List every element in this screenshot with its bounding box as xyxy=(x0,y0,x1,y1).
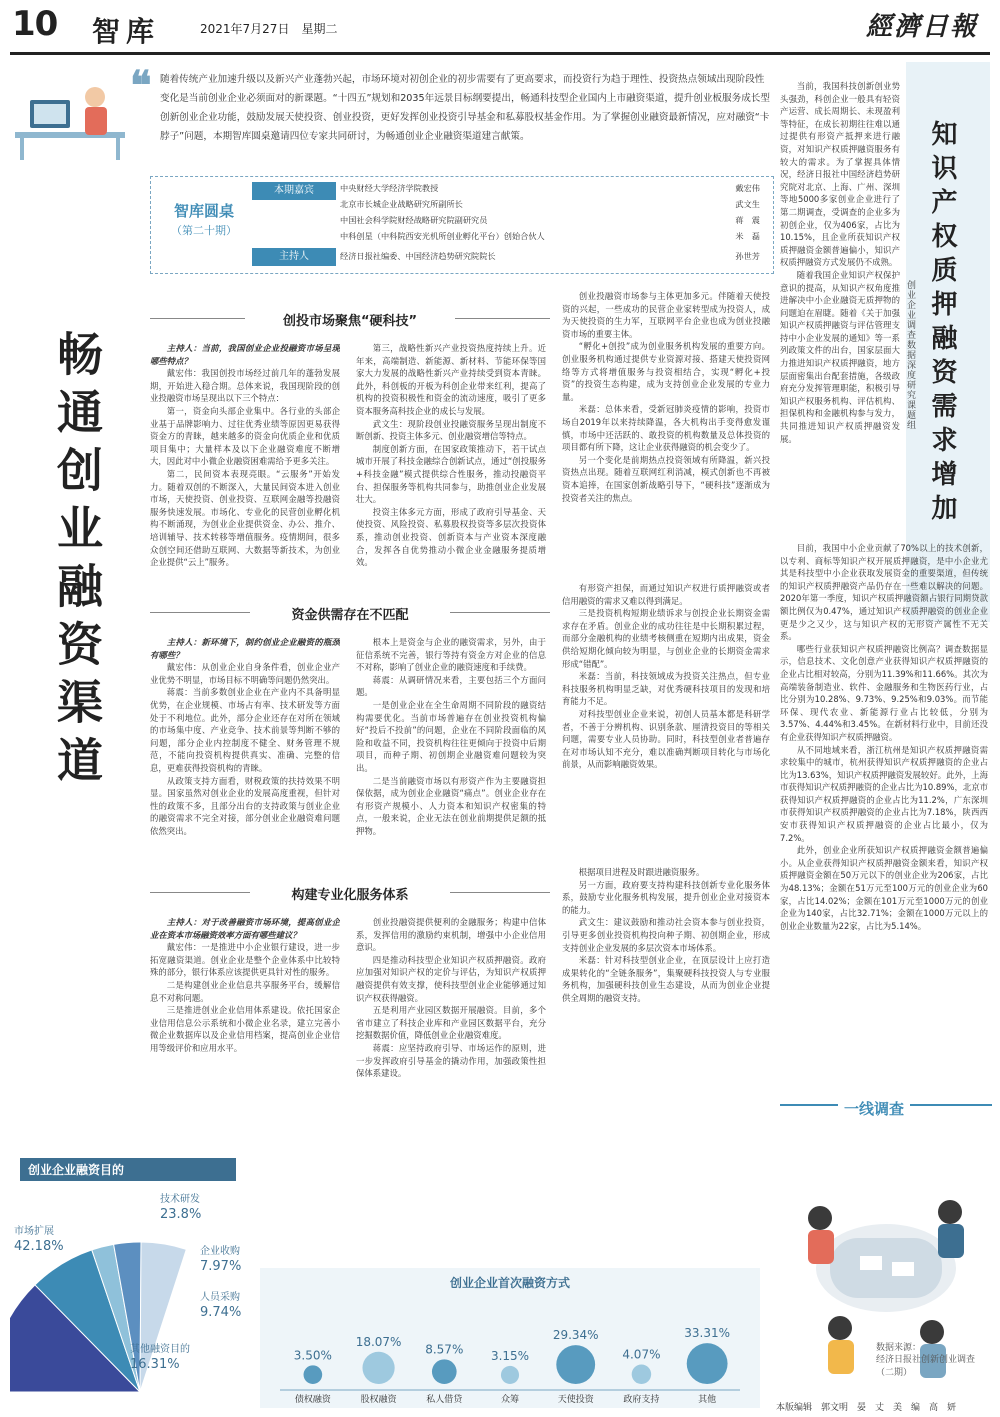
paragraph: 五是利用产业园区数据开展融资。目前，多个省市建立了科技企业库和产业园区数据平台，充分挖掘数据价值，降低创业企业融资难度。 xyxy=(356,1005,546,1041)
guest-name: 武文生 xyxy=(735,199,760,209)
pie-label: 市场扩展 xyxy=(14,1226,54,1237)
section-rule xyxy=(150,892,250,893)
pie-chart xyxy=(10,1182,260,1407)
paragraph: 戴宏伟：从创业企业自身条件看，创业企业产业优势不明显，市场目标不明确等问题仍然突出。 xyxy=(150,662,340,685)
paragraph: 蒋震：当前多数创业企业在产业内不具备明显优势，在企业规模、市场占有率、技术研发等方面处于不利地位。此外，部分企业还存在对所在领域的市场集中度、产业竞争、技术前景等判断不够的问题，部分企业内控制度不健全、财务管理不规范，不能向投资机构提供真实、准确、完整的信息，更难获得投资机构的青睐。 xyxy=(150,687,340,773)
bar-mark xyxy=(304,1365,323,1384)
paragraph: 对科技型创业企业来说，初创人员基本都是科研学者，不善于分辨机构、识别条款、厘清投资目的等相关问题，需要专业人员协助。同时，科技型创业者普遍存在对市场认知不充分，难以准确判断项目转化与市场化前景，从而影响融资效果。 xyxy=(562,708,770,770)
host-org: 经济日报社编委、中国经济趋势研究院院长 xyxy=(340,251,496,261)
guest-org: 中国社会科学院财经战略研究院副研究员 xyxy=(340,215,488,225)
bar-value-label: 3.50% xyxy=(293,1348,332,1363)
source-label: 数据来源： xyxy=(876,1343,922,1353)
paragraph: 创业投融资提供便利的金融服务；构建中信体系，发挥信用的激励约束机制，增强中小企业信用意识。 xyxy=(356,917,546,953)
paragraph: 另一个变化是前期热点投资领域有所降温，新兴投资热点出现。随着互联网红利消减，模式创新也不再被资本追捧，在国家创新战略引导下，“硬科技”逐渐成为投资者关注的焦点。 xyxy=(562,454,770,503)
section-title: 资金供需存在不匹配 xyxy=(291,608,409,623)
paragraph: 第三，战略性新兴产业投资热度持续上升。近年来，高端制造、新能源、新材料、节能环保等国家大力发展的战略性新兴产业持续受到资本青睐。此外，科创板的开板为科创企业带来红利，提高了机构的投资积极性和资金的流动速度，吸引了更多资本服务高科技企业的成长与发展。 xyxy=(356,343,546,416)
paragraph: 投资主体多元方面，形成了政府引导基金、天使投资、风险投资、私募股权投资等多层次投资体系，推动创业投资、创新资本与产业资本深度融合，发挥各自优势推动小微企业金融服务提质增效。 xyxy=(356,506,546,568)
pie-chart-title: 创业企业融资目的 xyxy=(20,1158,236,1181)
guest-name: 戴宏伟 xyxy=(735,183,760,193)
paragraph: 蒋震：应坚持政府引导、市场运作的原则，进一步发挥政府引导基金的撬动作用，加强政策性担保体系建设。 xyxy=(356,1042,546,1079)
quote-icon: ❝ xyxy=(130,62,152,109)
paragraph: 四是推动科技型企业知识产权质押融资。政府应加强对知识产权的定价与评估，为知识产权质押融资提供有效支撑，使科技型创业企业能够通过知识产权获得融资。 xyxy=(356,954,546,1003)
host-question: 主持人：当前，我国创业企业投融资市场呈现哪些特点？ xyxy=(150,343,340,366)
guest-org: 中央财经大学经济学院教授 xyxy=(340,183,439,193)
host-question: 主持人：对于改善融资市场环境，提高创业企业在资本市场融资效率方面有哪些建议？ xyxy=(150,917,340,940)
section-rule xyxy=(450,892,550,893)
paragraph: 一是创业企业在全生命周期不同阶段的融资结构需要优化。当前市场普遍存在创业投资机构偏好“投后不投前”的问题，企业在不同阶段面临的风险和收益不同，投资机构往往更倾向于投资中后期项目，而种子期、初创期企业融资难问题较为突出。 xyxy=(356,699,546,773)
pie-value: 7.97% xyxy=(200,1259,242,1274)
pie-label: 企业收购 xyxy=(200,1246,240,1257)
paragraph: 武文生：建议鼓励和推动社会资本参与创业投资，引导更多创业投资机构投向种子期、初创期企业，形成支持创业企业发展的多层次资本市场体系。 xyxy=(562,917,770,953)
paragraph: 随着我国企业知识产权保护意识的提高，从知识产权角度推进解决中小企业融资无质押物的问题迫在眉睫。随着《关于加强知识产权质押融资与评估管理支持中小企业发展的通知》等一系列政策文件的出台，国家层面大力推进知识产权质押融资，地方层面密集出台配套措施，各级政府充分发挥管理职能，积极引导知识产权服务机构、评估机构、担保机构和金融机构参与发力，共同推进知识产权质押融资发展。 xyxy=(780,269,900,444)
roundtable-issue: （第二十期） xyxy=(171,224,237,237)
section-2-col-2 xyxy=(356,636,546,852)
section-rule xyxy=(455,318,550,319)
right-col-bottom xyxy=(780,542,988,1100)
paragraph: 二是当前融资市场以有形资产作为主要融资担保依据，成为创业企业融资“痛点”。创业企业存在有形资产规模小、人力资本和知识产权密集的特点，一般来说，企业无法在创业前期提供足额的抵押物。 xyxy=(356,775,546,836)
bar-chart-title: 创业企业首次融资方式 xyxy=(449,1276,570,1290)
guest-org: 中科创星（中科院西安光机所创业孵化平台）创始合伙人 xyxy=(340,231,545,241)
paragraph: 二是构建创业企业信息共享服务平台，缓解信息不对称问题。 xyxy=(150,979,340,1003)
paragraph: 创业投融资市场参与主体更加多元。伴随着天使投资的兴起，一些成功的民营企业家转型成为投资人，成为天使投资的生力军，互联网平台企业也成为创业投融资市场的重要主体。 xyxy=(562,291,770,339)
bar-category-label: 股权融资 xyxy=(360,1395,397,1405)
bar-mark xyxy=(556,1345,595,1384)
bar-mark xyxy=(501,1366,519,1384)
bar-category-label: 政府支持 xyxy=(623,1395,660,1405)
bar-mark xyxy=(687,1343,728,1384)
paragraph: 三是投资机构短期业绩诉求与创投企业长期资金需求存在矛盾。创业企业的成功往往是中长期积累过程，而部分金融机构的业绩考核侧重在短期内出成果，资金供给短期化倾向较为明显，与创业企业的长期资金需求形成“错配”。 xyxy=(562,608,770,669)
guest-row xyxy=(340,231,760,247)
section-3-col-3 xyxy=(562,866,770,1250)
section-2-col-1 xyxy=(150,636,340,852)
guest-org: 北京市长城企业战略研究所副所长 xyxy=(340,199,463,209)
guest-list xyxy=(340,183,760,247)
section-rule xyxy=(150,318,245,319)
paragraph: 第一，资金向头部企业集中。各行业的头部企业基于品牌影响力、过往优秀业绩等原因更易获得资金方的青睐，越来越多的资金向优质企业和优质项目集中；大量样本及以下企业融资难度不断增大，因此对中小微企业融资困难需给予更多关注。 xyxy=(150,405,340,467)
survey-label: 一线调查 xyxy=(838,1098,910,1119)
section-1-col-3 xyxy=(562,290,770,570)
section-rule xyxy=(450,612,550,613)
bar-value-label: 8.57% xyxy=(425,1342,464,1357)
right-panel-subtitle: 创业企业调查数据深度研究课题组 xyxy=(905,280,915,430)
paragraph: 米磊：针对科技型创业企业，在顶层设计上应打造成果转化的“全链条服务”，集聚硬科技投资人与专业服务机构，加强硬科技创业生态建设，从而为创业企业提供全周期的融资支持。 xyxy=(562,955,770,1003)
pie-label: 其他融资目的 xyxy=(130,1344,190,1355)
section-title: 构建专业化服务体系 xyxy=(291,888,409,903)
section-rule xyxy=(150,612,250,613)
paragraph: 根据项目进程及时跟进融资服务。 xyxy=(578,867,705,877)
host-name: 孙世芳 xyxy=(735,251,760,261)
paragraph: 第二，民间资本表现亮眼。“云服务”开始发力。随着双创的不断深入，大量民间资本进入创业市场，天使投资、创业投资、互联网金融等投融资服务快速发展。市场化、专业化的民营创业孵化机构不断涌现，为创业企业提供资金、办公、推介、培训辅导、技术转移等增值服务。疫情期间，很多众创空间还借助互联网、大数据等新技术，为创业企业提供“云上”服务。 xyxy=(150,468,340,568)
paragraph: 武文生：现阶段创业投融资服务呈现出制度不断创新、投资主体多元、创业融资增信等特点。 xyxy=(356,418,546,442)
paragraph: 制度创新方面，在国家政策推动下，若干试点城市开展了科技金融综合创新试点，通过“创投服务+科技金融”模式提供综合性服务，推动投融资平台、担保服务等机构共同参与，助推创业企业发展壮大。 xyxy=(356,443,546,505)
paragraph: “孵化+创投”成为创业服务机构发展的重要方向。创业服务机构通过提供专业资源对接、搭建天使投资网络等方式将增值服务与投资相结合，实现“孵化+投资”的投资生态构建，成为支持创业企业发展的专业力量。 xyxy=(562,341,770,402)
desk-illustration xyxy=(10,62,130,162)
section-1-col-2 xyxy=(356,342,546,570)
bar-category-label: 其他 xyxy=(698,1395,717,1405)
bar-value-label: 3.15% xyxy=(490,1348,530,1363)
guest-row xyxy=(340,199,760,215)
pie-label: 技术研发 xyxy=(160,1194,200,1205)
paragraph: 另一方面，政府要支持构建科技创新专业化服务体系，鼓励专业化服务机构发展，提升创业企业对接资本的能力。 xyxy=(562,879,770,915)
host-row xyxy=(340,251,760,262)
paragraph: 当前，我国科技创新创业势头强劲，科创企业一般具有轻资产运营、成长周期长、未现盈利等特征，在成长初期往往难以通过提供有形资产抵押来进行融资，对知识产权质押融资服务有较大的需求。为了掌握具体情况，经济日报社中国经济趋势研究院对北京、上海、广州、深圳等地5000多家创业企业进行了第二期调查，受调查的企业多为初创企业，仅为406家，占比为10.15%，且企业所获知识产权质押融资金额普遍偏小，知识产权质押融资方式发展仍不成熟。 xyxy=(780,81,900,268)
paragraph: 目前，我国中小企业贡献了70%以上的技术创新，以专利、商标等知识产权开展质押融资，是中小企业尤其是科技型中小企业获取发展资金的重要渠道，但传统的知识产权质押融资产品仍存在一些难以解决的问题。2020年第一季度，知识产权质押融资额占银行同期贷款额比例仅为0.47%，通过知识产权质押融资的创业企业更是少之又少，这与知识产权的无形资产属性不无关系。 xyxy=(780,543,988,642)
pie-value: 42.18% xyxy=(14,1239,64,1254)
pie-label: 人员采购 xyxy=(200,1292,240,1303)
section-name: 智库 xyxy=(92,15,161,48)
pie-value: 9.74% xyxy=(200,1305,242,1320)
paragraph: 有形资产担保，而通过知识产权进行质押融资或者信用融资的需求又难以得到满足。 xyxy=(562,583,770,606)
intro-paragraph: 随着传统产业加速升级以及新兴产业蓬勃兴起，市场环境对初创企业的初步需要有了更高要求，而投资行为趋于理性、投资热点领域出现阶段性变化是当前创业企业必须面对的新课题。“十四五”规划和2035年远景目标纲要提出，畅通科技型企业国内上市融资渠道，提升创业板服务成长型创新创业企业功能，鼓励发展天使投资、创业投资，更好发挥创业投资引导基金和私募股权基金作用。为了掌握创业融资最新情况，应对融资“卡脖子”问题，本期智库圆桌邀请四位专家共同研讨，为畅通创业企业融资渠道建言献策。 xyxy=(160,74,770,142)
bar-category-label: 天使投资 xyxy=(557,1395,594,1405)
paragraph: 从政策支持方面看，财税政策的扶持效果不明显。国家虽然对创业企业的发展高度重视，但针对性的政策不多，且部分出台的支持政策与创业企业的融资需求不完全对接，部分创业企业融资难问题依然突出。 xyxy=(150,775,340,836)
paragraph: 根本上是资金与企业的融资需求，另外，由于征信系统不完善，银行等持有资金方对企业的信息不对称，影响了创业企业的融资速度和手续费。 xyxy=(356,637,546,673)
bar-category-label: 债权融资 xyxy=(294,1395,331,1405)
pie-value: 16.31% xyxy=(130,1357,180,1372)
right-col-top xyxy=(780,80,900,540)
guest-row xyxy=(340,215,760,231)
bar-category-label: 众筹 xyxy=(500,1395,520,1405)
paragraph: 此外，创业企业所获知识产权质押融资金额普遍偏小。从企业获得知识产权质押融资金额来看，知识产权质押融资金额在50万元以下的创业企业为206家，占比为48.13%；金额在51万元至100万元的创业企业为60家，占比14.02%；金额在101万元至1000万元的创业企业为140家，占比32.71%；金额在1000万元以上的创业企业数量为22家，占比为5.14%。 xyxy=(780,845,988,931)
guests-badge: 本期嘉宾 xyxy=(252,182,336,200)
section-3-col-1 xyxy=(150,916,340,1150)
paragraph: 戴宏伟：一是推进中小企业银行建设，进一步拓宽融资渠道。创业企业是整个企业体系中比较特殊的部分，银行体系应该提供更具针对性的服务。 xyxy=(150,942,340,978)
paragraph: 哪些行业获知识产权质押融资比例高？调查数据显示，信息技术、文化创意产业获得知识产权质押融资的企业占比相对较高，分别为11.39%和11.66%。其次为高端装备制造业、软件、金融服务和生物医药行业，占比分别为10.28%、9.73%、9.25%和9.03%。而节能环保、现代农业、新能源行业占比较低，分别为3.57%、4.44%和3.45%。在新材料行业中，目前还没有企业获得知识产权质押融资。 xyxy=(780,643,988,742)
bar-category-label: 私人借贷 xyxy=(426,1395,463,1405)
page-number: 10 xyxy=(12,4,58,44)
bar-mark xyxy=(632,1365,651,1384)
section-3-col-2 xyxy=(356,916,546,1246)
bar-chart xyxy=(260,1290,760,1408)
pie-value: 23.8% xyxy=(160,1207,202,1222)
bar-value-label: 4.07% xyxy=(622,1347,661,1362)
host-question: 主持人：新环境下，制约创业企业融资的瓶颈有哪些？ xyxy=(150,637,340,660)
paragraph: 三是推进创业企业信用体系建设。依托国家企业信用信息公示系统和小微企业名录，建立完善小微企业数据库以及企业信用档案，提高创业企业信用等级评价和应用水平。 xyxy=(150,1005,340,1053)
right-panel-title: 知识产权质押融资需求增加 xyxy=(927,120,957,528)
paragraph: 蒋震：从调研情况来看，主要包括三个方面问题。 xyxy=(356,674,546,698)
section-2-col-3 xyxy=(562,582,770,852)
paragraph: 从不同地域来看，浙江杭州是知识产权质押融资需求较集中的城市，杭州获得知识产权质押融资的企业占比为13.63%，知识产权质押融资发展较好。此外，上海市获得知识产权质押融资的企业占比为10.89%，北京市获得知识产权质押融资的企业占比为11.2%，广东深圳市获得知识产权质押融资的企业占比为7.18%，陕西西安市获得知识产权质押融资的企业占比最小，仅为7.2%。 xyxy=(780,744,988,843)
guest-row xyxy=(340,183,760,199)
editor-credit: 本版编辑 郭文明 晏 丈 美 编 高 妍 xyxy=(776,1403,957,1413)
issue-date: 2021年7月27日 星期二 xyxy=(200,22,338,36)
header-rule xyxy=(10,52,990,55)
guest-name: 蒋 震 xyxy=(735,215,760,225)
main-title: 畅通创业融资渠道 xyxy=(50,330,104,794)
newspaper-logo: 經濟日報 xyxy=(865,12,978,42)
paragraph: 米磊：当前，科技领域成为投资关注热点，但专业科技服务机构明显乏缺，对优秀硬科技项目的发现和培育能力不足。 xyxy=(562,671,770,707)
bar-mark xyxy=(362,1352,394,1384)
roundtable-label: 智库圆桌 xyxy=(173,202,234,220)
host-badge: 主持人 xyxy=(252,248,336,266)
guest-name: 米 磊 xyxy=(735,231,760,241)
bar-value-label: 33.31% xyxy=(684,1326,731,1341)
bar-mark xyxy=(432,1359,457,1384)
bar-value-label: 29.34% xyxy=(552,1328,599,1343)
section-title: 创投市场聚焦“硬科技” xyxy=(282,314,418,329)
section-1-col-1 xyxy=(150,342,340,570)
bar-value-label: 18.07% xyxy=(355,1334,402,1349)
source-text: 经济日报社创新创业调查（二期） xyxy=(876,1355,976,1378)
paragraph: 米磊：总体来看，受新冠肺炎疫情的影响，投资市场自2019年以来持续降温，各大机构出手变得愈发谨慎，市场中还活跃的、敢投资的机构数量及总体投资的项目都有所下降，这让企业获得融资的机会变少了。 xyxy=(562,404,770,453)
paragraph: 戴宏伟：我国创投市场经过前几年的蓬勃发展期，开始进入稳合期。总体来说，我国现阶段的创业投融资市场呈现出以下三个特点： xyxy=(150,368,340,404)
